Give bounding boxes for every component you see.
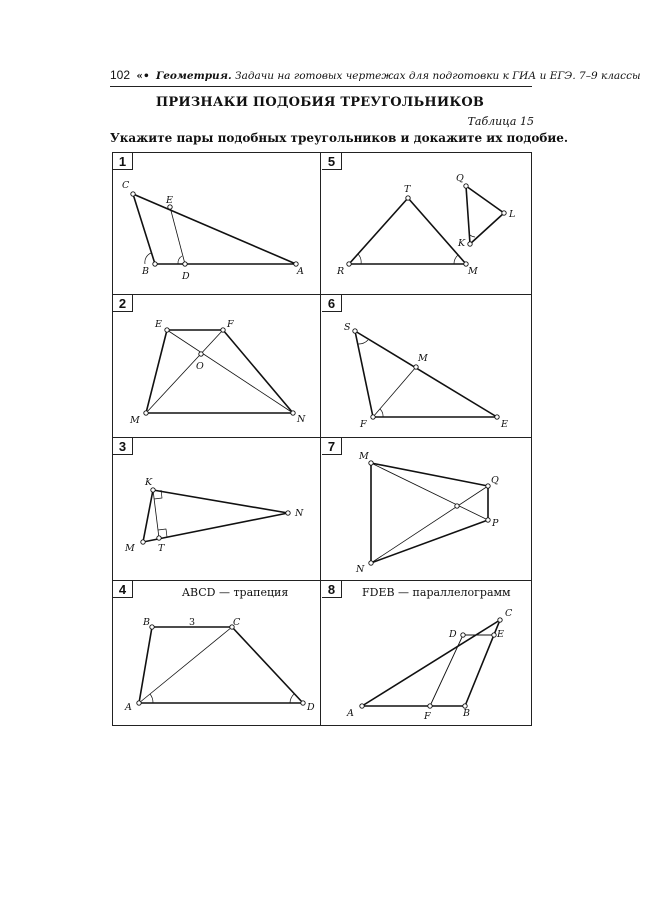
figure-2-diagonal [146, 330, 223, 413]
vertex-label: T [158, 543, 165, 554]
vertex-label: B [463, 708, 470, 719]
figure-7-quadrilateral [371, 463, 488, 563]
figure-3-triangle [143, 490, 288, 542]
vertex-label: E [501, 419, 508, 430]
vertex-label: N [295, 508, 304, 519]
book-title: Геометрия. [156, 70, 232, 82]
cell-caption: ABCD — трапеция [182, 586, 289, 599]
cell-number: 2 [113, 295, 133, 312]
table-label: Таблица 15 [467, 115, 534, 128]
cell-number: 1 [113, 153, 133, 170]
vertex-label: E [497, 629, 504, 640]
page-number: 102 [110, 68, 131, 82]
vertex-label: P [492, 518, 499, 529]
cell-number: 5 [322, 153, 342, 170]
figure-2-diagonal [167, 330, 293, 413]
cell-number: 4 [113, 581, 133, 598]
vertex-label: L [509, 209, 516, 220]
cell-number: 8 [322, 581, 342, 598]
vertex-label: A [297, 266, 304, 277]
vertex-label: C [505, 608, 513, 619]
figure-7-diagonal [371, 486, 488, 563]
figure-1-angle-b [145, 253, 151, 264]
vertex-label: M [418, 353, 428, 364]
vertex-label: Q [491, 475, 499, 486]
vertex-label: N [297, 414, 306, 425]
vertex-label: D [449, 629, 457, 640]
figure-8-parallelogram-sides [430, 635, 494, 706]
cell-caption: FDEB — параллелограмм [362, 586, 511, 599]
figure-5-angle-r [358, 254, 361, 264]
figure-4-angle-a [150, 694, 153, 703]
vertex-label: K [145, 477, 153, 488]
figure-5-angle-m [454, 255, 458, 264]
vertex-label: C [122, 180, 130, 191]
figure-1-angle-d [178, 256, 182, 264]
cell-number: 7 [322, 438, 342, 455]
figure-7-diagonal [371, 463, 488, 520]
vertex-label: F [227, 319, 234, 330]
figure-4-trapezoid [139, 627, 303, 703]
side-length-label: 3 [189, 617, 196, 628]
figure-3-altitude [153, 490, 159, 538]
vertex-label: B [143, 617, 150, 628]
header-marks: «• [136, 70, 150, 82]
book-subtitle: Задачи на готовых чертежах для подготовки к ГИА и ЕГЭ. 7–9 классы [235, 70, 641, 82]
vertex-label: T [404, 184, 411, 195]
figure-6-segment-fm [373, 367, 416, 417]
figure-6-triangle [355, 331, 497, 417]
figure-4-diagonal [139, 627, 232, 703]
figure-labels [122, 173, 515, 722]
page-title: ПРИЗНАКИ ПОДОБИЯ ТРЕУГОЛЬНИКОВ [155, 95, 485, 110]
figure-4-angle-d [290, 694, 294, 703]
cell-number: 6 [322, 295, 342, 312]
figure-8-triangle [362, 620, 500, 706]
vertex-label: M [125, 543, 135, 554]
vertex-label: D [182, 271, 190, 282]
vertex-label: Q [456, 173, 464, 184]
figure-1-triangle [133, 194, 296, 264]
vertex-label: N [356, 564, 365, 575]
vertex-label: M [130, 415, 140, 426]
vertex-label: M [359, 451, 369, 462]
vertex-label: K [458, 238, 466, 249]
vertex-label: S [344, 322, 351, 333]
vertex-label: F [360, 419, 367, 430]
vertex-label: F [424, 711, 431, 722]
figure-6-angle-f [380, 409, 383, 417]
vertex-label: M [468, 266, 478, 277]
task-statement: Укажите пары подобных треугольников и докажите их подобие. [110, 131, 569, 145]
figure-5-triangle-rtm [349, 198, 466, 264]
cell-number: 3 [113, 438, 133, 455]
vertex-label: A [347, 708, 354, 719]
figure-5-angle-k [470, 235, 475, 237]
vertex-label: E [155, 319, 162, 330]
vertex-label: D [307, 702, 315, 713]
vertex-label: R [337, 266, 345, 277]
figure-5-triangle-qlk [466, 186, 504, 244]
vertex-label: A [125, 702, 132, 713]
vertex-label: E [166, 195, 173, 206]
vertex-label: O [196, 361, 204, 372]
vertex-label: B [142, 266, 149, 277]
vertex-label: C [233, 617, 241, 628]
figure-2-trapezoid [146, 330, 293, 413]
figure-6-angle-s [358, 340, 368, 344]
